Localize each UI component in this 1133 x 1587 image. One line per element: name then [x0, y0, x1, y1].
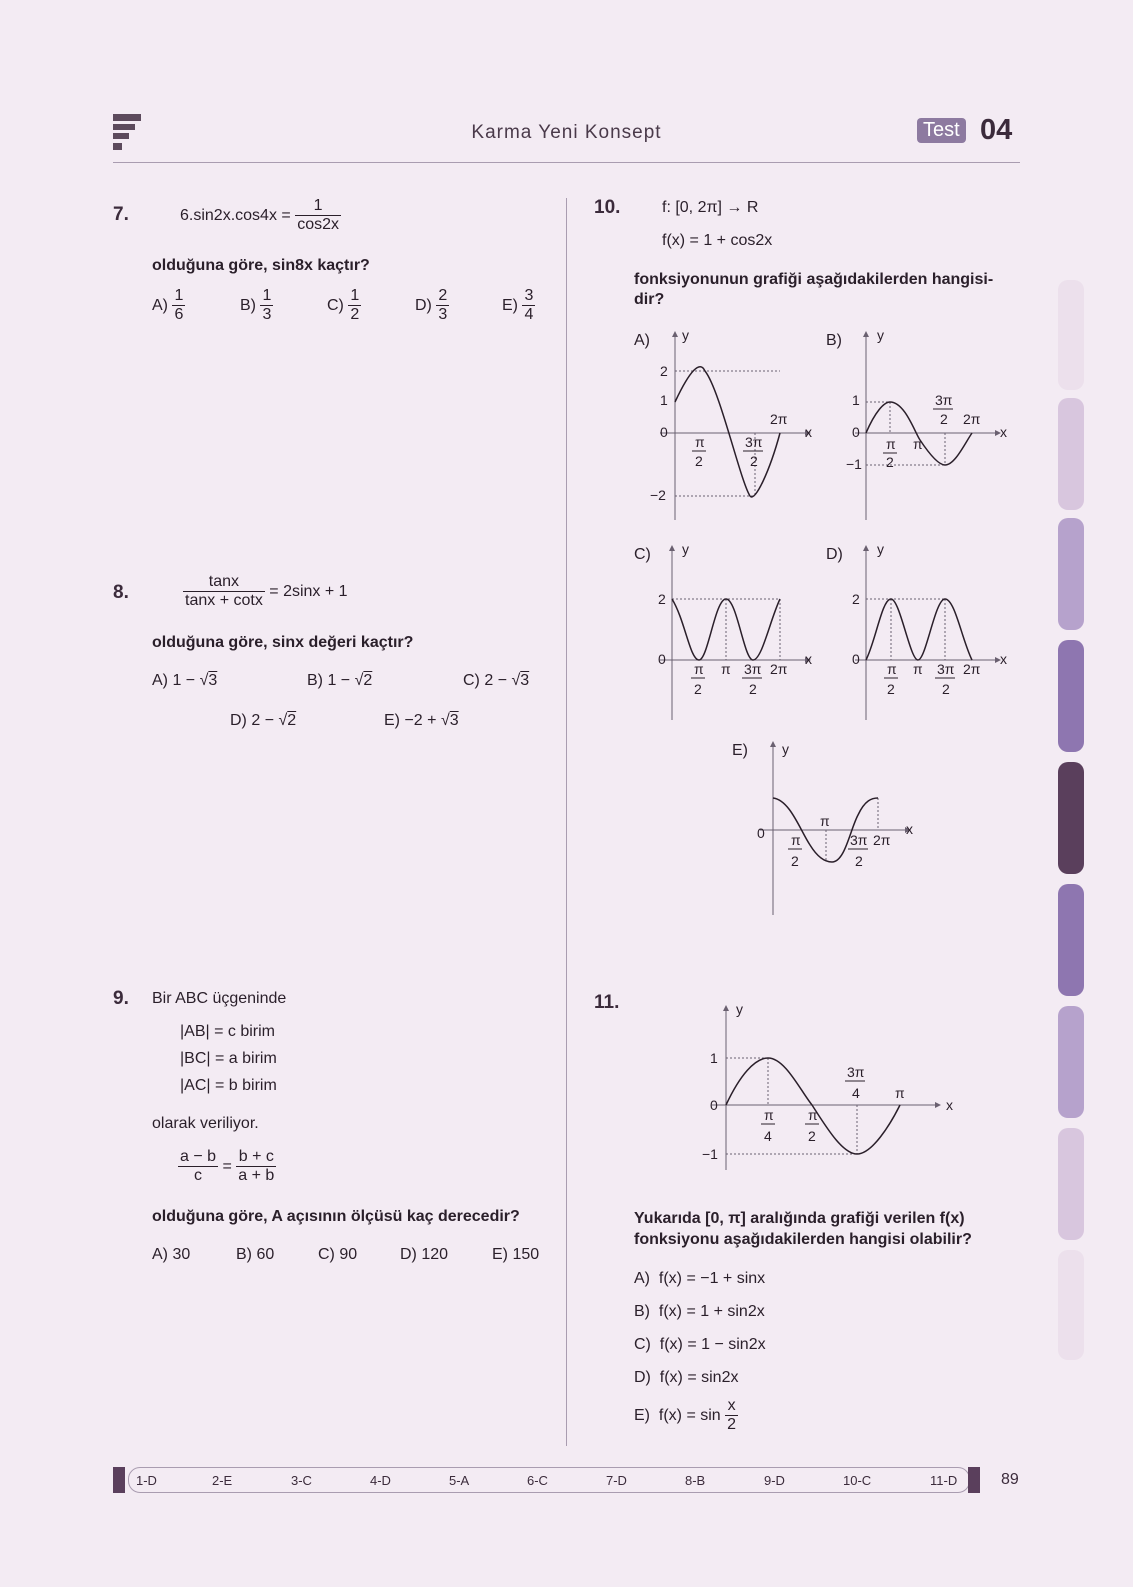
svg-text:2: 2: [660, 363, 668, 379]
option-11e[interactable]: E) f(x) = sin $\frac{x}{2}$: [634, 1397, 737, 1434]
svg-text:2: 2: [852, 591, 860, 607]
graph-a-curve: [675, 367, 780, 497]
svg-text:2: 2: [940, 411, 948, 427]
graph-e[interactable]: [732, 741, 913, 915]
answer-key-item: 5-A: [449, 1473, 470, 1488]
option-11d[interactable]: D) f(x) = sin2x: [634, 1369, 739, 1386]
svg-text:2π: 2π: [770, 411, 788, 427]
svg-text:−2: −2: [650, 487, 666, 503]
svg-text:0: 0: [660, 424, 668, 440]
svg-text:2: 2: [658, 591, 666, 607]
svg-text:2: 2: [695, 453, 703, 469]
option-8e[interactable]: E) −2 + √3: [384, 712, 459, 729]
svg-text:π: π: [913, 436, 923, 452]
answer-key-item: 3-C: [291, 1473, 312, 1488]
svg-text:π: π: [721, 661, 731, 677]
question-11-stem-line1: Yukarıda [0, π] aralığında grafiği verilen f(x): [634, 1210, 965, 1227]
svg-text:π: π: [913, 661, 923, 677]
option-8c[interactable]: C) 2 − √3: [463, 672, 530, 689]
graph-b[interactable]: [826, 327, 1007, 520]
question-9-line-bc: |BC| = a birim: [180, 1050, 277, 1067]
svg-text:x: x: [805, 651, 812, 667]
svg-text:π: π: [695, 434, 705, 450]
svg-text:−1: −1: [846, 456, 862, 472]
svg-text:3π: 3π: [847, 1064, 865, 1080]
graph-a[interactable]: [634, 327, 812, 520]
svg-text:2: 2: [886, 454, 894, 470]
svg-text:π: π: [887, 661, 897, 677]
svg-text:0: 0: [852, 651, 860, 667]
svg-text:π: π: [808, 1107, 818, 1123]
svg-text:−1: −1: [702, 1146, 718, 1162]
option-7d[interactable]: D) $\frac{2}{3}$: [415, 287, 448, 324]
svg-text:π: π: [694, 661, 704, 677]
graph-a-label: A): [634, 332, 650, 349]
question-10-stem-line1: fonksiyonunun grafiği aşağıdakilerden hangisi-: [634, 271, 994, 288]
svg-text:π: π: [886, 436, 896, 452]
svg-text:2: 2: [749, 681, 757, 697]
svg-text:3π: 3π: [935, 392, 953, 408]
svg-text:y: y: [682, 541, 689, 557]
option-7e[interactable]: E) $\frac{3}{4}$: [502, 287, 534, 324]
answer-key-item: 1-D: [136, 1473, 157, 1488]
question-9-line-ab: |AB| = c birim: [180, 1023, 275, 1040]
option-8d[interactable]: D) 2 − √2: [230, 712, 297, 729]
svg-text:4: 4: [764, 1128, 772, 1144]
question-9-equation: $\frac{a - b}{c}$ = $\frac{b + c}{a + b}$: [180, 1148, 275, 1185]
answer-key-item: 4-D: [370, 1473, 391, 1488]
answer-key-left-cap: [113, 1467, 125, 1493]
svg-text:π: π: [764, 1107, 774, 1123]
svg-text:y: y: [682, 327, 689, 343]
svg-text:y: y: [877, 541, 884, 557]
svg-text:3π: 3π: [850, 832, 868, 848]
graph-c-label: C): [634, 546, 651, 563]
question-10-domain: f: [0, 2π] → R: [662, 199, 759, 216]
option-11b[interactable]: B) f(x) = 1 + sin2x: [634, 1303, 765, 1320]
question-9-intro: Bir ABC üçgeninde: [152, 990, 287, 1007]
svg-text:2π: 2π: [963, 411, 981, 427]
answer-key-item: 6-C: [527, 1473, 548, 1488]
svg-text:2: 2: [791, 853, 799, 869]
svg-text:4: 4: [852, 1085, 860, 1101]
svg-text:y: y: [877, 327, 884, 343]
svg-text:1: 1: [710, 1050, 718, 1066]
graph-c[interactable]: [634, 541, 812, 720]
question-9-line-ac: |AC| = b birim: [180, 1077, 277, 1094]
svg-text:2π: 2π: [963, 661, 981, 677]
question-11-graph: [702, 1001, 953, 1170]
option-9a[interactable]: A) 30: [152, 1246, 191, 1263]
svg-text:0: 0: [658, 651, 666, 667]
option-9b[interactable]: B) 60: [236, 1246, 275, 1263]
page-number: 89: [1001, 1471, 1019, 1488]
svg-text:π: π: [895, 1085, 905, 1101]
svg-text:3π: 3π: [745, 434, 763, 450]
svg-text:0: 0: [757, 825, 765, 841]
option-7c[interactable]: C) $\frac{1}{2}$: [327, 287, 360, 324]
svg-text:2π: 2π: [770, 661, 788, 677]
option-7b[interactable]: B) $\frac{1}{3}$: [240, 287, 272, 324]
svg-text:x: x: [946, 1097, 953, 1113]
question-8-equation: $\frac{\tan x}{\tan x + \cot x}$ = 2sinx + 1: [185, 573, 348, 610]
option-9c[interactable]: C) 90: [318, 1246, 358, 1263]
svg-text:1: 1: [852, 392, 860, 408]
graph-d-curve: [866, 599, 972, 660]
option-9d[interactable]: D) 120: [400, 1246, 449, 1263]
svg-text:x: x: [1000, 424, 1007, 440]
question-7-number: 7.: [113, 204, 129, 225]
graph-d[interactable]: [826, 541, 1007, 720]
option-7a[interactable]: A) $\frac{1}{6}$: [152, 287, 184, 324]
question-8-stem: olduğuna göre, sinx değeri kaçtır?: [152, 634, 414, 651]
answer-key-item: 2-E: [212, 1473, 233, 1488]
question-10-number: 10.: [594, 197, 621, 218]
svg-text:2: 2: [750, 453, 758, 469]
answer-key-item: 9-D: [764, 1473, 785, 1488]
graph-e-label: E): [732, 742, 748, 759]
svg-text:y: y: [736, 1001, 743, 1017]
option-8b[interactable]: B) 1 − √2: [307, 672, 373, 689]
svg-text:2: 2: [808, 1128, 816, 1144]
svg-text:0: 0: [710, 1097, 718, 1113]
test-badge: Test: [917, 118, 966, 143]
test-number: 04: [980, 114, 1013, 146]
graph-b-label: B): [826, 332, 842, 349]
answer-key-item: 11-D: [930, 1473, 958, 1488]
page-title: Karma Yeni Konsept: [471, 122, 662, 143]
svg-text:2π: 2π: [873, 832, 891, 848]
question-9-stem: olduğuna göre, A açısının ölçüsü kaç derecedir?: [152, 1208, 520, 1225]
question-11-stem-line2: fonksiyonu aşağıdakilerden hangisi olabilir?: [634, 1231, 972, 1248]
option-11c[interactable]: C) f(x) = 1 − sin2x: [634, 1336, 766, 1353]
option-9e[interactable]: E) 150: [492, 1246, 540, 1263]
question-8-number: 8.: [113, 582, 129, 603]
svg-text:2: 2: [887, 681, 895, 697]
question-9-given: olarak veriliyor.: [152, 1115, 259, 1132]
svg-text:0: 0: [852, 424, 860, 440]
svg-text:y: y: [782, 741, 789, 757]
option-11a[interactable]: A) f(x) = −1 + sinx: [634, 1270, 766, 1287]
svg-text:3π: 3π: [744, 661, 762, 677]
svg-text:2: 2: [942, 681, 950, 697]
svg-text:1: 1: [660, 392, 668, 408]
answer-key-item: 7-D: [606, 1473, 627, 1488]
svg-text:2: 2: [855, 853, 863, 869]
question-10-stem-line2: dir?: [634, 291, 665, 308]
graph-d-label: D): [826, 546, 843, 563]
answer-key-item: 8-B: [685, 1473, 706, 1488]
question-7-stem: olduğuna göre, sin8x kaçtır?: [152, 257, 370, 274]
answer-key-right-cap: [968, 1467, 980, 1493]
svg-text:π: π: [820, 813, 830, 829]
question-7-equation: 6.sin2x.cos4x = $\frac{1}{\cos 2x}$: [180, 197, 339, 234]
svg-text:x: x: [906, 821, 913, 837]
option-8a[interactable]: A) 1 − √3: [152, 672, 218, 689]
question-10-function: f(x) = 1 + cos2x: [662, 232, 773, 249]
svg-text:3π: 3π: [937, 661, 955, 677]
svg-text:x: x: [1000, 651, 1007, 667]
question-11-number: 11.: [594, 992, 620, 1013]
answer-key-item: 10-C: [843, 1473, 872, 1488]
svg-text:π: π: [791, 832, 801, 848]
question-9-number: 9.: [113, 988, 129, 1009]
svg-text:2: 2: [694, 681, 702, 697]
svg-text:x: x: [805, 424, 812, 440]
